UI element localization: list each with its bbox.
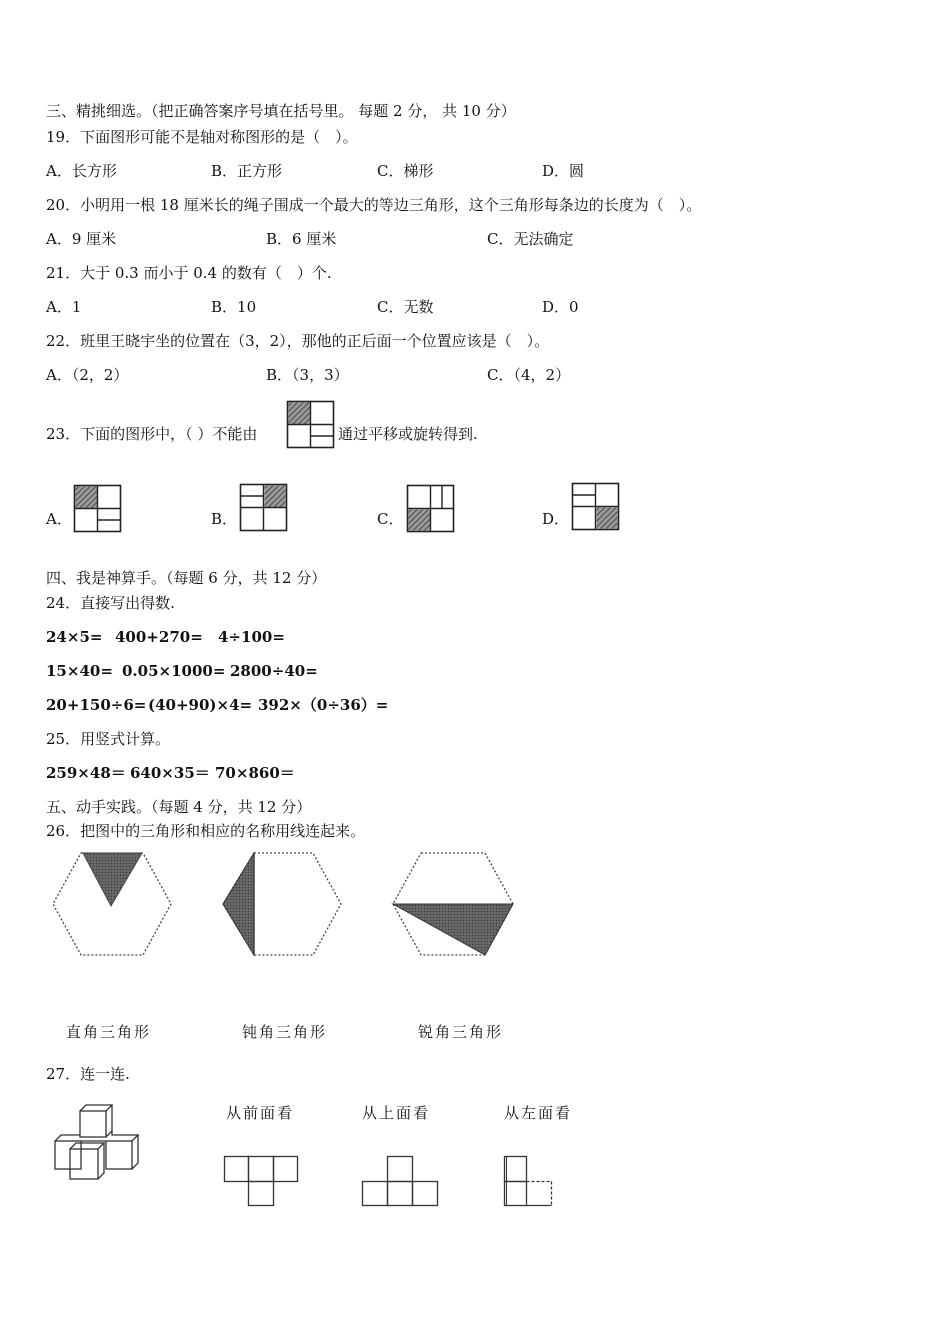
q21-option-a[interactable]: A．1 (46, 298, 82, 316)
q24-stem: 24．直接写出得数. (46, 594, 175, 612)
q23-stem-after: 通过平移或旋转得到. (338, 425, 478, 443)
q21-option-c[interactable]: C．无数 (377, 298, 434, 316)
q23-option-b[interactable]: B． (211, 510, 238, 528)
q20-option-a[interactable]: A．9 厘米 (46, 230, 117, 248)
q25-stem: 25．用竖式计算。 (46, 730, 171, 748)
q24-item: 0.05×1000= (122, 662, 226, 680)
q22-stem: 22．班里王晓宇坐的位置在（3，2），那他的正后面一个位置应该是（ ）。 (46, 332, 550, 350)
q24-item: 20+150÷6= (46, 696, 147, 714)
q21-option-d[interactable]: D．0 (542, 298, 579, 316)
q24-item: 392×（0÷36）= (258, 696, 389, 714)
q23-figure-b[interactable] (240, 484, 288, 532)
q24-item: 15×40= (46, 662, 113, 680)
q26-hexagon-obtuse-triangle (220, 850, 344, 958)
q26-label-obtuse-triangle: 钝角三角形 (242, 1023, 328, 1041)
q19-option-a[interactable]: A．长方形 (46, 162, 117, 180)
q26-stem: 26．把图中的三角形和相应的名称用线连起来。 (46, 822, 366, 840)
q26-label-acute-triangle: 锐角三角形 (418, 1023, 504, 1041)
q25-item: 259×48＝ (46, 764, 126, 782)
q22-option-b[interactable]: B．（3，3） (266, 366, 349, 384)
q27-stem: 27．连一连. (46, 1065, 130, 1083)
q26-hexagon-right-triangle (50, 850, 174, 958)
q22-option-a[interactable]: A．（2，2） (46, 366, 129, 384)
q23-stem-before: 23．下面的图形中，（ ）不能由 (46, 425, 258, 443)
q24-item: 24×5= (46, 628, 103, 646)
section-5-heading: 五、动手实践。（每题 4 分，共 12 分） (46, 798, 312, 816)
q20-stem: 20．小明用一根 18 厘米长的绳子围成一个最大的等边三角形，这个三角形每条边的长度为（ ）。 (46, 196, 702, 214)
q22-option-c[interactable]: C．（4，2） (487, 366, 571, 384)
q23-option-a[interactable]: A． (46, 510, 72, 528)
q27-view-figure-1[interactable] (224, 1156, 300, 1208)
section-3-heading: 三、精挑细选。（把正确答案序号填在括号里。 每题 2 分， 共 10 分） (46, 102, 516, 120)
q19-option-d[interactable]: D．圆 (542, 162, 585, 180)
q23-reference-figure (287, 401, 335, 449)
q23-figure-c[interactable] (407, 485, 455, 533)
q23-option-c[interactable]: C． (377, 510, 404, 528)
q23-option-d[interactable]: D． (542, 510, 570, 528)
q20-option-c[interactable]: C．无法确定 (487, 230, 574, 248)
q24-item: 2800÷40= (230, 662, 318, 680)
q27-view-figure-3[interactable] (504, 1156, 556, 1208)
q19-option-b[interactable]: B．正方形 (211, 162, 283, 180)
q21-option-b[interactable]: B．10 (211, 298, 257, 316)
q21-stem: 21．大于 0.3 而小于 0.4 的数有（ ）个. (46, 264, 332, 282)
q27-cube-stack-figure (50, 1103, 162, 1183)
q24-item: (40+90)×4= (148, 696, 253, 714)
q23-figure-a[interactable] (74, 485, 122, 533)
q27-label-left-view: 从左面看 (504, 1104, 573, 1122)
section-4-heading: 四、我是神算手。（每题 6 分，共 12 分） (46, 569, 327, 587)
q25-item: 640×35＝ (130, 764, 210, 782)
q20-option-b[interactable]: B．6 厘米 (266, 230, 337, 248)
q27-label-top-view: 从上面看 (362, 1104, 431, 1122)
q26-label-right-triangle: 直角三角形 (66, 1023, 152, 1041)
q26-hexagon-acute-triangle (390, 850, 516, 958)
q27-view-figure-2[interactable] (362, 1156, 440, 1208)
q27-label-front-view: 从前面看 (226, 1104, 295, 1122)
q19-option-c[interactable]: C．梯形 (377, 162, 434, 180)
q25-item: 70×860＝ (215, 764, 295, 782)
q24-item: 400+270= (115, 628, 203, 646)
q19-stem: 19．下面图形可能不是轴对称图形的是（ ）。 (46, 128, 358, 146)
q24-item: 4÷100= (218, 628, 285, 646)
q23-figure-d[interactable] (572, 483, 620, 531)
